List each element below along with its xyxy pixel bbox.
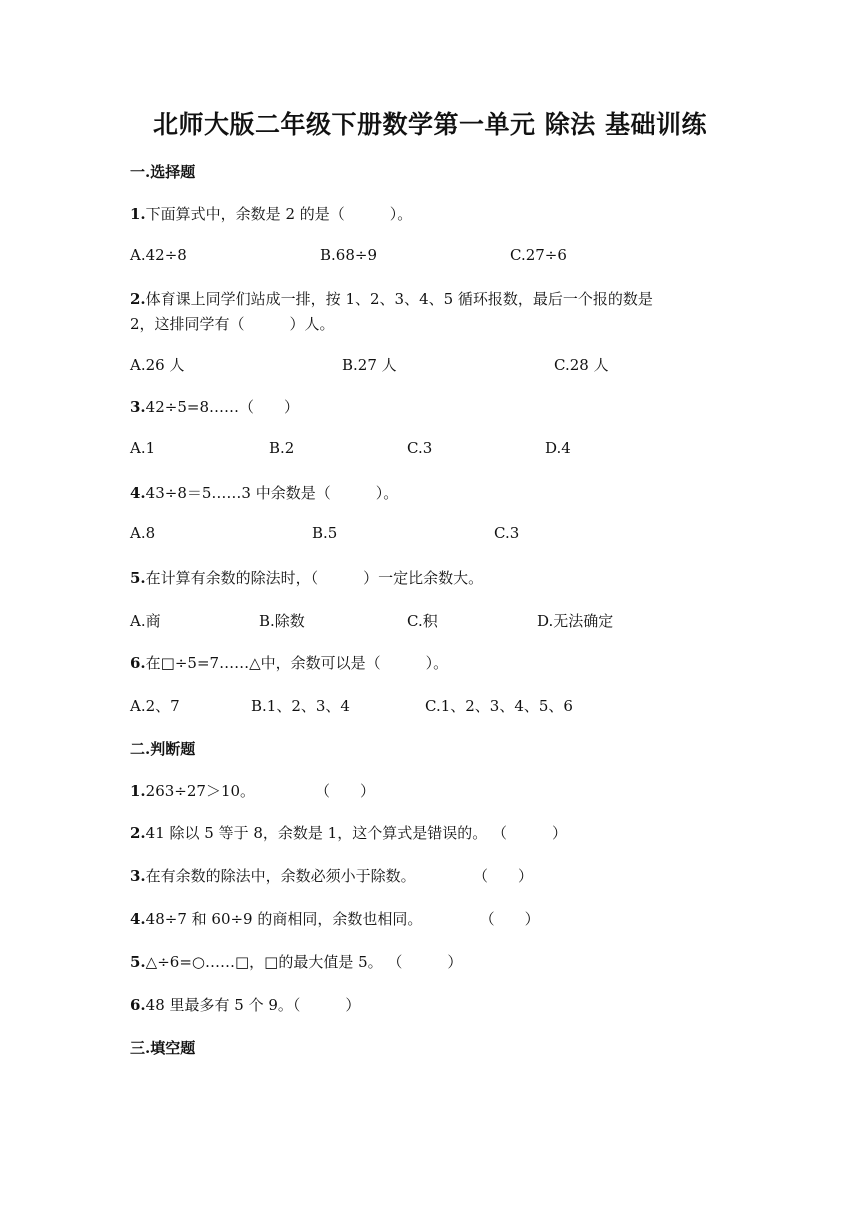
question-text: 43÷8＝5……3 中余数是（ ）。: [145, 484, 399, 502]
option-1a: A.42÷8: [130, 246, 187, 264]
choice-question-1: [130, 203, 412, 224]
option-5b: B.除数: [259, 612, 305, 630]
question-number: 5.: [130, 569, 146, 587]
choice-question-6: [130, 652, 448, 673]
option-3d: D.4: [545, 439, 571, 457]
question-number: 2.: [130, 290, 146, 308]
question-text: 41 除以 5 等于 8，余数是 1，这个算式是错误的。 （ ）: [145, 824, 567, 842]
judge-question-1: [130, 780, 375, 801]
choice-question-2: [130, 288, 653, 309]
question-number: 4.: [130, 910, 146, 928]
option-6b: B.1、2、3、4: [251, 697, 350, 715]
choice-question-3: [130, 396, 299, 417]
option-2a: A.26 人: [130, 356, 185, 374]
judge-question-6: [130, 994, 360, 1015]
option-3b: B.2: [269, 439, 295, 457]
option-3a: A.1: [130, 439, 156, 457]
option-2b: B.27 人: [342, 356, 397, 374]
question-text: 42÷5=8……（ ）: [145, 398, 299, 416]
option-6c: C.1、2、3、4、5、6: [425, 697, 573, 715]
option-5a: A.商: [130, 612, 161, 630]
question-number: 6.: [130, 654, 146, 672]
judge-question-4: [130, 908, 540, 929]
question-number: 4.: [130, 484, 146, 502]
section-heading-fill: 三.填空题: [130, 1039, 196, 1057]
question-text: 48÷7 和 60÷9 的商相同，余数也相同。 （ ）: [145, 910, 540, 928]
question-text: 在□÷5=7……△中，余数可以是（ ）。: [145, 654, 449, 672]
question-text: 体育课上同学们站成一排，按 1、2、3、4、5 循环报数，最后一个报的数是: [145, 290, 653, 308]
choice-question-2-line2: 2，这排同学有（ ）人。: [130, 315, 335, 333]
judge-question-2: [130, 822, 567, 843]
question-text: 263÷27＞10。 （ ）: [145, 782, 376, 800]
question-text: 48 里最多有 5 个 9。（ ）: [145, 996, 361, 1014]
option-2c: C.28 人: [554, 356, 609, 374]
question-number: 5.: [130, 953, 146, 971]
question-number: 6.: [130, 996, 146, 1014]
question-text: △÷6=○……□，□的最大值是 5。 （ ）: [145, 953, 463, 971]
section-heading-judge: 二.判断题: [130, 740, 196, 758]
choice-question-5: [130, 567, 483, 588]
option-4b: B.5: [312, 524, 338, 542]
option-1b: B.68÷9: [320, 246, 377, 264]
option-1c: C.27÷6: [510, 246, 567, 264]
option-6a: A.2、7: [130, 697, 180, 715]
question-number: 3.: [130, 867, 146, 885]
option-4c: C.3: [494, 524, 520, 542]
option-5d: D.无法确定: [537, 612, 614, 630]
question-number: 3.: [130, 398, 146, 416]
section-heading-choice: 一.选择题: [130, 163, 196, 181]
question-number: 1.: [130, 782, 146, 800]
judge-question-3: [130, 865, 533, 886]
question-text: 下面算式中，余数是 2 的是（ ）。: [145, 205, 413, 223]
option-5c: C.积: [407, 612, 438, 630]
option-4a: A.8: [130, 524, 156, 542]
question-number: 1.: [130, 205, 146, 223]
choice-question-4: [130, 482, 398, 503]
option-3c: C.3: [407, 439, 433, 457]
page-title: 北师大版二年级下册数学第一单元 除法 基础训练: [153, 110, 707, 139]
judge-question-5: [130, 951, 462, 972]
question-text: 在计算有余数的除法时，（ ）一定比余数大。: [145, 569, 484, 587]
question-text: 在有余数的除法中，余数必须小于除数。 （ ）: [145, 867, 533, 885]
question-number: 2.: [130, 824, 146, 842]
